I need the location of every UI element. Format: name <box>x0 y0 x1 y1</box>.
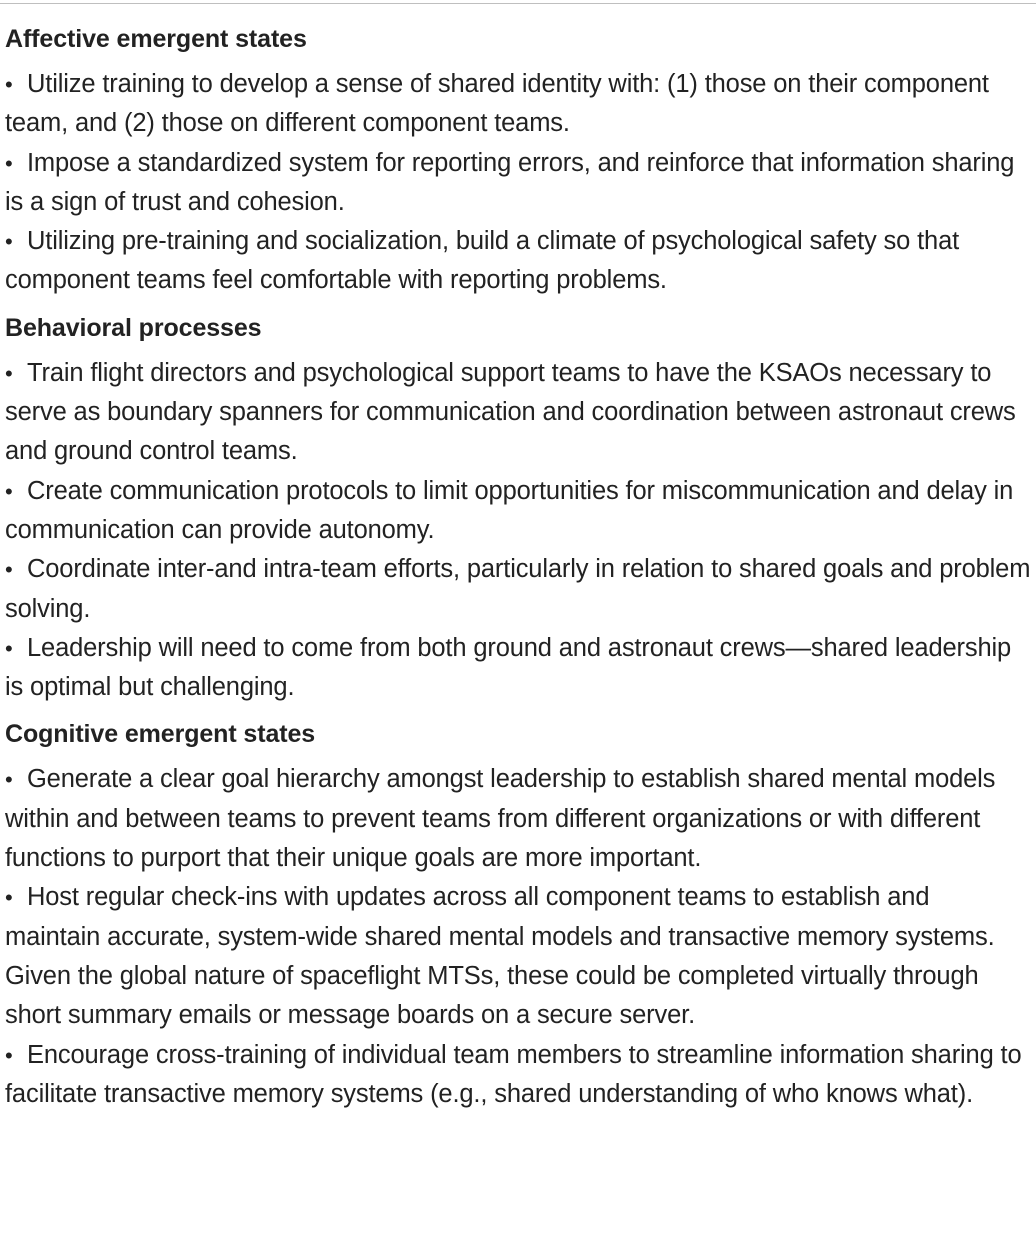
list-item-text: Encourage cross-training of individual team members to streamline information sharing to facilitate transactive memory systems (e.g., shared understanding of who knows what). <box>5 1040 1022 1108</box>
list-item-text: Generate a clear goal hierarchy amongst leadership to establish shared mental models within and between teams to prevent teams from different organizations or with different functions to purport that their unique goals are more important. <box>5 765 996 873</box>
section-heading: Cognitive emergent states <box>5 720 316 749</box>
section-heading: Behavioral processes <box>5 313 262 342</box>
bullet-icon: • <box>5 360 13 386</box>
list-item <box>5 878 1031 1035</box>
list-item <box>5 354 1031 472</box>
list-item <box>5 472 1031 551</box>
top-rule <box>0 3 1036 4</box>
list-item-text: Create communication protocols to limit opportunities for miscommunication and delay in communication can provide autonomy. <box>5 476 1014 544</box>
list-item <box>5 65 1031 144</box>
list-item-text: Train flight directors and psychological support teams to have the KSAOs necessary to serve as boundary spanners for communication and coordination between astronaut crews and ground control teams. <box>5 358 1016 466</box>
bullet-icon: • <box>5 478 13 504</box>
bullet-icon: • <box>5 150 13 176</box>
list-item-text: Utilizing pre-training and socialization, build a climate of psychological safety so that component teams feel comfortable with reporting problems. <box>5 227 960 295</box>
list-item <box>5 550 1031 629</box>
bullet-icon: • <box>5 885 13 911</box>
list-item-text: Impose a standardized system for reporting errors, and reinforce that information sharing is a sign of trust and cohesion. <box>5 148 1015 216</box>
list-item-text: Coordinate inter-and intra-team efforts, particularly in relation to shared goals and problem solving. <box>5 555 1031 623</box>
section-affective-emergent-states <box>5 20 1031 301</box>
document-body <box>5 20 1031 1114</box>
bullet-icon: • <box>5 557 13 583</box>
bullet-icon: • <box>5 1042 13 1068</box>
list-item <box>5 629 1031 708</box>
bullet-icon: • <box>5 635 13 661</box>
list-item <box>5 760 1031 878</box>
bullet-icon: • <box>5 767 13 793</box>
bullet-icon: • <box>5 229 13 255</box>
list-item-text: Host regular check-ins with updates across all component teams to establish and maintain accurate, system-wide shared mental models and transactive memory systems. Given the global nature of spaceflight MTSs, these could be completed virtually through short summary emails or message boards on a secure server. <box>5 883 995 1030</box>
list-item <box>5 144 1031 223</box>
section-heading: Affective emergent states <box>5 25 307 53</box>
list-item <box>5 1036 1031 1115</box>
section-cognitive-emergent-states <box>5 715 1031 1114</box>
bullet-icon: • <box>5 72 13 97</box>
list-item-text: Leadership will need to come from both ground and astronaut crews—shared leadership is optimal but challenging. <box>5 633 1012 702</box>
list-item-text: Utilize training to develop a sense of shared identity with: (1) those on their component team, and (2) those on different component teams. <box>5 70 989 138</box>
section-behavioral-processes <box>5 309 1031 708</box>
list-item <box>5 222 1031 301</box>
